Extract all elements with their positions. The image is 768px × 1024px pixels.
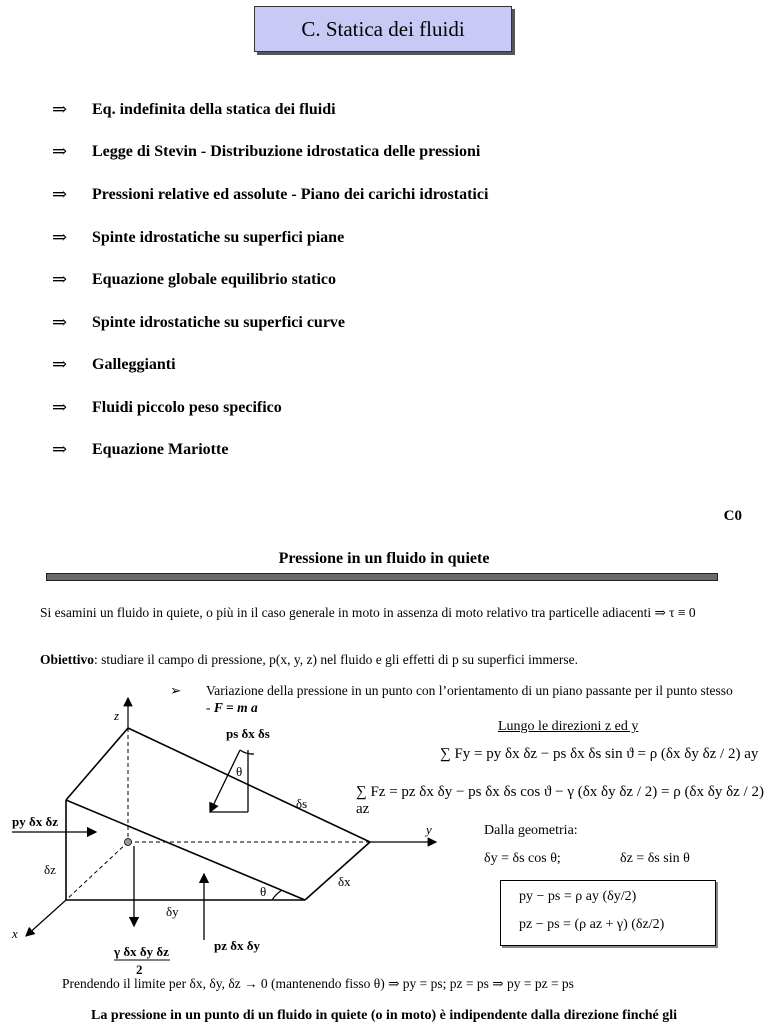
list-item bbox=[52, 141, 480, 162]
list-item bbox=[52, 312, 345, 333]
axis-x-label: x bbox=[12, 926, 18, 941]
theta-arc-bottom bbox=[272, 890, 282, 900]
dy-label: δy bbox=[166, 904, 179, 919]
conclusion-text: La pressione in un punto di un fluido in quiete (o in moto) è indipendente dalla direzione finché gli bbox=[90, 1008, 678, 1023]
implies-arrow: ⇒ bbox=[52, 227, 68, 247]
result-eq-y: py − ps = ρ ay (δy/2) bbox=[519, 889, 637, 904]
bullet-arrow-icon: ➢ bbox=[170, 683, 182, 698]
implies-arrow: ⇒ bbox=[52, 312, 68, 332]
section-divider bbox=[46, 573, 718, 581]
theta-label-bottom: θ bbox=[260, 884, 267, 899]
page-title: C. Statica dei fluidi bbox=[254, 6, 512, 52]
implies-arrow: ⇒ bbox=[52, 184, 68, 204]
theta-label-top: θ bbox=[236, 764, 243, 779]
list-item bbox=[52, 184, 488, 205]
geometry-dy: δy = δs cos θ; bbox=[484, 851, 561, 866]
force-arrow-ps bbox=[210, 750, 243, 812]
intro-paragraph: Si esamini un fluido in quiete, o più in il caso generale in moto in assenza di moto relativo tra particelle adiacenti ⇒ τ ≡ 0 bbox=[40, 605, 696, 620]
topic-label: Eq. indefinita della statica dei fluidi bbox=[92, 100, 336, 118]
implies-arrow: ⇒ bbox=[52, 397, 68, 417]
result-eq-z: pz − ps = (ρ az + γ) (δz/2) bbox=[519, 917, 665, 932]
hidden-edge bbox=[66, 842, 128, 900]
objective-text: : studiare il campo di pressione, p(x, y, z) nel fluido e gli effetti di p su superfici immerse. bbox=[94, 652, 579, 667]
wedge-edge bbox=[305, 842, 370, 900]
implies-arrow: ⇒ bbox=[52, 439, 68, 459]
topic-label: Equazione globale equilibrio statico bbox=[92, 270, 337, 288]
force-pz-label: pz δx δy bbox=[214, 938, 260, 953]
ds-label: δs bbox=[296, 796, 308, 811]
wedge-edge bbox=[128, 728, 370, 842]
bullet-formula: F = m a bbox=[213, 700, 258, 715]
wedge-diagram bbox=[0, 690, 480, 980]
limit-statement: Prendendo il limite per δx, δy, δz → 0 (mantenendo fisso θ) ⇒ py = ps; pz = ps ⇒ py = pz = ps bbox=[62, 976, 574, 991]
equation-fz: ∑ Fz = pz δx δy − ps δx δs cos ϑ − γ (δx δy δz / 2) = ρ (δx δy δz / 2) az bbox=[356, 784, 764, 817]
geometry-dz: δz = δs sin θ bbox=[620, 851, 690, 866]
point-marker bbox=[125, 839, 132, 846]
topic-label: Equazione Mariotte bbox=[92, 440, 229, 458]
objective-paragraph bbox=[40, 651, 740, 668]
axis-z-label: z bbox=[114, 708, 120, 723]
list-item bbox=[52, 227, 344, 248]
implies-arrow: ⇒ bbox=[52, 99, 68, 119]
implies-arrow: ⇒ bbox=[52, 354, 68, 374]
list-item bbox=[52, 99, 336, 120]
equation-fy: ∑ Fy = py δx δz − ps δx δs sin ϑ = ρ (δx δy δz / 2) ay bbox=[440, 746, 759, 762]
wedge-edge bbox=[66, 728, 128, 800]
list-item bbox=[52, 397, 282, 418]
axis-y-label: y bbox=[426, 822, 432, 837]
weight-numerator: γ δx δy δz bbox=[114, 944, 169, 959]
weight-denominator: 2 bbox=[136, 962, 143, 977]
slide-code: C0 bbox=[723, 508, 742, 524]
result-box bbox=[500, 880, 716, 946]
geometry-heading: Dalla geometria: bbox=[484, 823, 578, 838]
topic-label: Fluidi piccolo peso specifico bbox=[92, 398, 282, 416]
topic-label: Legge di Stevin - Distribuzione idrostatica delle pressioni bbox=[92, 142, 481, 160]
topic-label: Galleggianti bbox=[92, 355, 176, 373]
implies-arrow: ⇒ bbox=[52, 269, 68, 289]
wedge-edge bbox=[66, 800, 305, 900]
bullet-text: Variazione della pressione in un punto con l’orientamento di un piano passante per il punto stesso - bbox=[206, 683, 733, 715]
directions-heading: Lungo le direzioni z ed y bbox=[498, 719, 639, 734]
topic-label: Pressioni relative ed assolute - Piano dei carichi idrostatici bbox=[92, 185, 489, 203]
force-py-label: py δx δz bbox=[12, 814, 58, 829]
dz-label: δz bbox=[44, 862, 56, 877]
list-item bbox=[52, 354, 176, 375]
section-title: Pressione in un fluido in quiete bbox=[278, 550, 490, 567]
list-item bbox=[52, 269, 336, 290]
list-item bbox=[52, 439, 228, 460]
theta-arc-top bbox=[240, 750, 254, 754]
objective-label: Obiettivo bbox=[40, 652, 94, 667]
implies-arrow: ⇒ bbox=[52, 141, 68, 161]
x-axis bbox=[26, 900, 66, 936]
topic-label: Spinte idrostatiche su superfici piane bbox=[92, 228, 345, 246]
dx-label: δx bbox=[338, 874, 351, 889]
force-ps-label: ps δx δs bbox=[226, 726, 270, 741]
topic-label: Spinte idrostatiche su superfici curve bbox=[92, 313, 346, 331]
